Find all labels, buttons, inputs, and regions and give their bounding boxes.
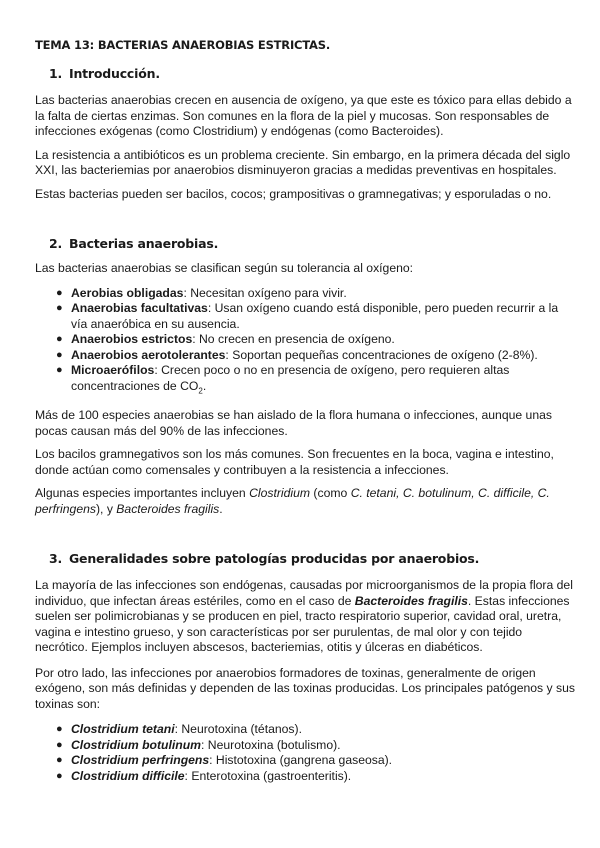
bullet-icon: ●	[56, 723, 63, 736]
bullet-icon: ●	[56, 754, 63, 767]
section-1-paragraph-2: La resistencia a antibióticos es un problema creciente. Sin embargo, en la primera década del siglo XXI, las bacteriemias por anaerobios disminuyeron gracias a medidas preventivas en hospitales.	[35, 147, 571, 177]
text-run: . Estas infecciones suelen ser polimicrobianas y se producen en piel, tracto respiratorio superior, cavidad oral, uretra, vagina e intestino grueso, y son características por ser purulentas, de mal olor y con tejido necrótico. Ejemplos incluyen abscesos, bacteriemias, otitis y úlceras en diabéticos.	[35, 593, 570, 655]
list-item-tail: .	[202, 378, 207, 393]
list-item-desc: : Enterotoxina (gastroenteritis).	[184, 768, 352, 783]
list-item-term: Clostridium tetani	[71, 722, 175, 737]
list-item-desc: : Neurotoxina (botulismo).	[201, 737, 341, 752]
species-name: Bacteroides fragilis	[354, 593, 468, 608]
bullet-icon: ●	[56, 333, 63, 345]
bullet-icon: ●	[56, 769, 63, 782]
section-2-title: Bacterias anaerobias.	[69, 236, 219, 251]
section-3-number: 3.	[49, 551, 63, 567]
section-2-paragraph-1: Más de 100 especies anaerobias se han aislado de la flora humana o infecciones, aunque unas pocas causan más del 90% de las infecciones.	[35, 408, 552, 438]
section-3-heading	[35, 551, 575, 566]
list-item-desc: : No crecen en presencia de oxígeno.	[192, 332, 395, 346]
section-2-number: 2.	[49, 236, 63, 251]
list-item-term: Microaerófilos	[71, 363, 155, 377]
section-2-heading	[35, 236, 575, 251]
species-name: Clostridium	[249, 486, 311, 501]
list-item-term: Anaerobias facultativas	[71, 301, 208, 315]
section-3-paragraph-1	[35, 578, 575, 656]
text-run: (como	[310, 486, 351, 501]
section-3-title: Generalidades sobre patologías producidas por anaerobios.	[69, 551, 480, 567]
list-item	[35, 753, 575, 769]
list-item-term: Aerobias obligadas	[71, 285, 184, 300]
section-1-number: 1.	[49, 66, 63, 81]
text-run: Algunas especies importantes incluyen	[35, 486, 250, 501]
species-name: Bacteroides fragilis	[116, 501, 220, 516]
bullet-icon: ●	[56, 738, 63, 751]
section-1-paragraph-1: Las bacterias anaerobias crecen en ausencia de oxígeno, ya que este es tóxico para ellas debido a la falta de ciertas enzimas. Son comunes en la flora de la piel y mucosas. Son responsables de infecciones exógenas (como Clostridium) y endógenas (como Bacteroides).	[35, 93, 572, 138]
list-item-desc: : Necesitan oxígeno para vivir.	[183, 285, 347, 300]
list-item	[35, 301, 575, 332]
oxygen-tolerance-list	[35, 286, 575, 399]
bullet-icon: ●	[56, 302, 63, 314]
list-item-term: Clostridium perfringens	[71, 753, 210, 768]
list-item-term: Anaerobios aerotolerantes	[71, 347, 226, 362]
list-item	[35, 722, 575, 738]
text-run: .	[219, 501, 223, 516]
list-item-desc: : Histotoxina (gangrena gaseosa).	[209, 753, 393, 768]
list-item-term: Clostridium difficile	[71, 768, 185, 783]
section-2-paragraph-2: Los bacilos gramnegativos son los más comunes. Son frecuentes en la boca, vagina e intestino, donde actúan como comensales y contribuyen a la resistencia a infecciones.	[35, 447, 554, 477]
list-item	[35, 332, 575, 348]
list-item	[35, 738, 575, 754]
list-item	[35, 769, 575, 785]
section-3-paragraph-2: Por otro lado, las infecciones por anaerobios formadores de toxinas, generalmente de origen exógeno, son más definidas y dependen de las toxinas producidas. Los principales patógenos y sus toxinas son:	[35, 665, 575, 711]
text-run: ), y	[95, 501, 117, 516]
section-1-paragraph-3: Estas bacterias pueden ser bacilos, cocos; grampositivas o gramnegativas; y esporuladas o no.	[35, 186, 552, 201]
list-item	[35, 286, 575, 302]
section-1-heading	[35, 66, 575, 81]
co2-subscript: 2	[198, 385, 203, 395]
list-item-desc: : Crecen poco o no en presencia de oxígeno, pero requieren altas concentraciones de CO	[71, 363, 510, 393]
list-item-term: Clostridium botulinum	[71, 737, 201, 752]
toxin-list	[35, 722, 575, 784]
list-item	[35, 363, 575, 398]
bullet-icon: ●	[56, 286, 63, 299]
list-item-desc: : Soportan pequeñas concentraciones de oxígeno (2-8%).	[225, 347, 538, 362]
section-2-paragraph-3	[35, 486, 575, 517]
section-2-intro: Las bacterias anaerobias se clasifican según su tolerancia al oxígeno:	[35, 261, 414, 275]
list-item-desc: : Neurotoxina (tétanos).	[174, 722, 302, 737]
document-page	[35, 38, 575, 784]
list-item-term: Anaerobios estrictos	[71, 332, 193, 346]
list-item-desc: : Usan oxígeno cuando está disponible, pero pueden recurrir a la vía anaeróbica en su ausencia.	[71, 301, 559, 331]
bullet-icon: ●	[56, 364, 63, 376]
document-title: TEMA 13: BACTERIAS ANAEROBIAS ESTRICTAS.	[35, 38, 330, 52]
text-run: La mayoría de las infecciones son endógenas, causadas por microorganismos de la propia flora del individuo, que infectan áreas estériles, como en el caso de	[35, 578, 573, 608]
bullet-icon: ●	[56, 348, 63, 361]
species-name: C. tetani, C. botulinum, C. difficile, C. perfringens	[35, 486, 550, 516]
list-item	[35, 348, 575, 364]
section-1-title: Introducción.	[69, 66, 160, 81]
